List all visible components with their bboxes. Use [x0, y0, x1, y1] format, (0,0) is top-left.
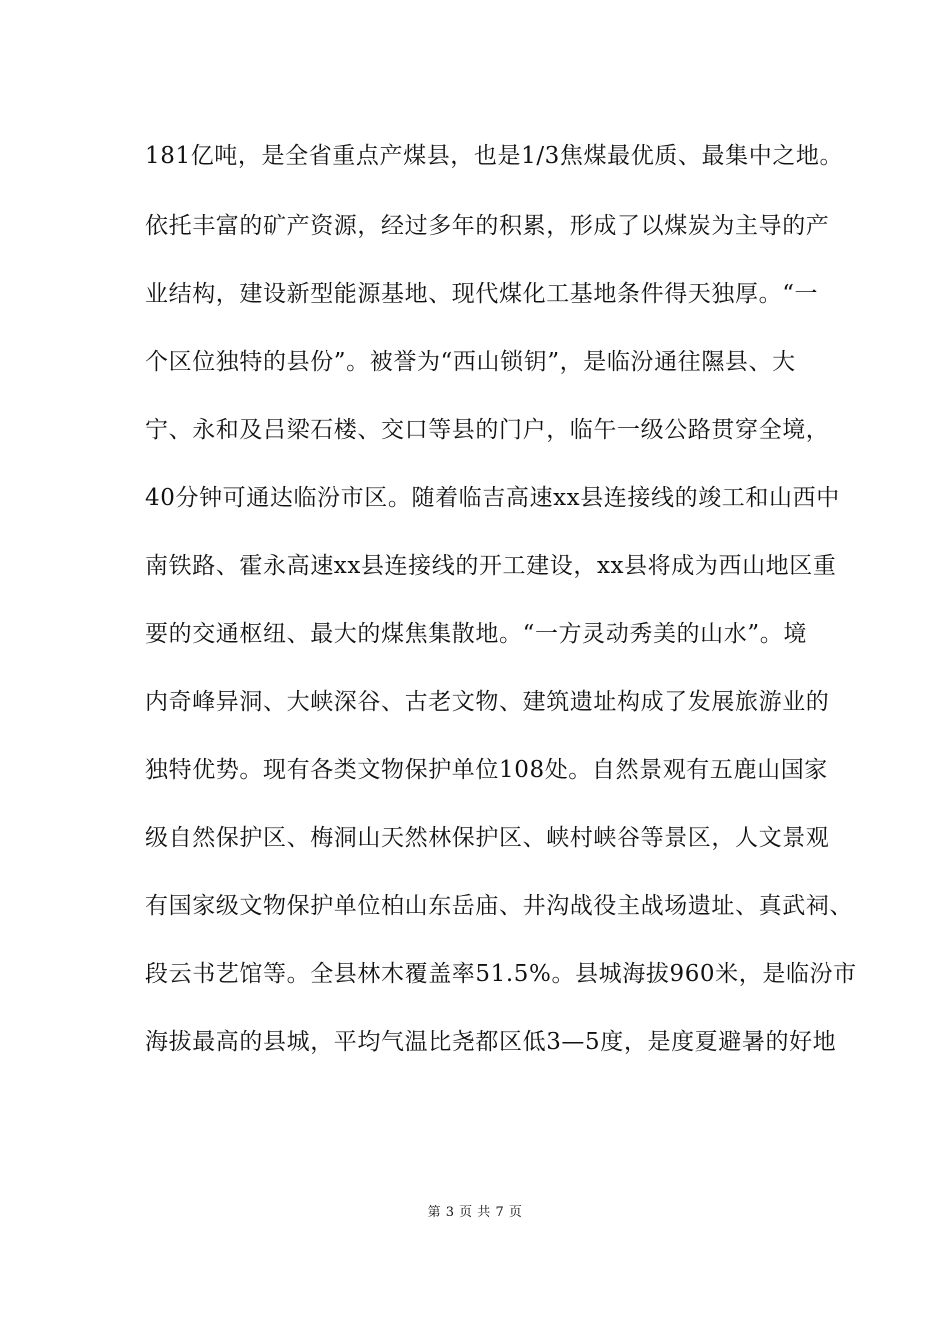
text-line: 南铁路、霍永高速xx县连接线的开工建设，xx县将成为西山地区重 — [145, 553, 837, 579]
text-line: 内奇峰异洞、大峡深谷、古老文物、建筑遗址构成了发展旅游业的 — [145, 689, 830, 715]
text-line: 依托丰富的矿产资源，经过多年的积累，形成了以煤炭为主导的产 — [145, 213, 830, 239]
text-line: 海拔最高的县城，平均气温比尧都区低3—5度，是度夏避暑的好地 — [145, 1029, 837, 1055]
text-line: 要的交通枢纽、最大的煤焦集散地。“一方灵动秀美的山水”。境 — [145, 621, 807, 647]
text-line: 宁、永和及吕梁石楼、交口等县的门户，临午一级公路贯穿全境， — [145, 417, 830, 443]
page-footer: 第 3 页 共 7 页 — [427, 1205, 523, 1220]
text-line: 个区位独特的县份”。被誉为“西山锁钥”，是临汾通往隰县、大 — [145, 349, 796, 375]
text-line: 段云书艺馆等。全县林木覆盖率51.5%。县城海拔960米，是临汾市 — [145, 961, 857, 987]
text-line: 级自然保护区、梅洞山天然林保护区、峡村峡谷等景区，人文景观 — [145, 825, 830, 851]
text-line: 40分钟可通达临汾市区。随着临吉高速xx县连接线的竣工和山西中 — [145, 485, 840, 511]
text-line: 有国家级文物保护单位柏山东岳庙、井沟战役主战场遗址、真武祠、 — [145, 893, 853, 919]
text-line: 181亿吨，是全省重点产煤县，也是1/3焦煤最优质、最集中之地。 — [145, 143, 844, 169]
text-line: 业结构，建设新型能源基地、现代煤化工基地条件得天独厚。“一 — [145, 281, 819, 307]
text-line: 独特优势。现有各类文物保护单位108处。自然景观有五鹿山国家 — [145, 757, 828, 783]
